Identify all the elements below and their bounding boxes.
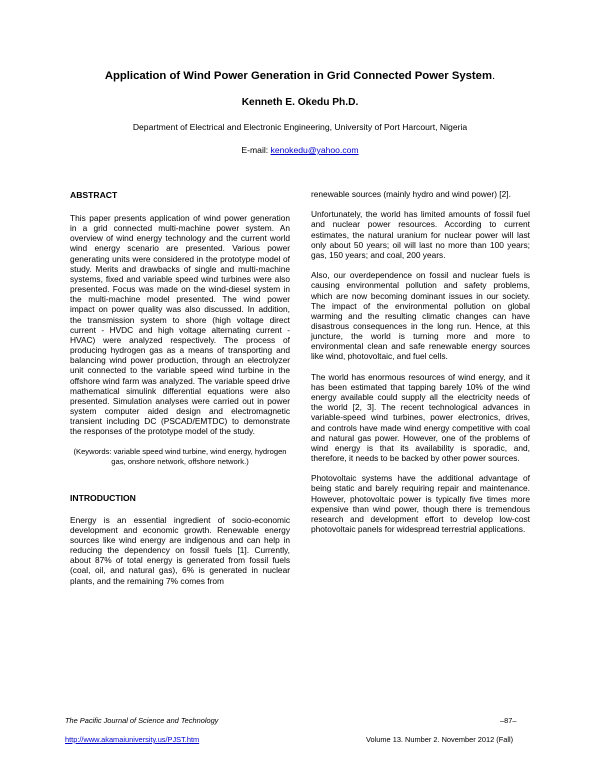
author-name: Kenneth E. Okedu Ph.D.	[241, 97, 359, 108]
abstract-heading: ABSTRACT	[70, 190, 118, 200]
paper-title-text: Application of Wind Power Generation in Grid Connected Power System	[104, 70, 493, 82]
author-affiliation: Department of Electrical and Electronic Engineering, University of Port Harcourt, Nigeria	[132, 122, 468, 132]
introduction-paragraph: Energy is an essential ingredient of socio-economic development and economic growth. Renewable energy sources like wind energy are indigenous and can help in reducing the dependency on fossil fuels [1]. Currently, about 87% of total energy is generated from fossil fuels (coal, oil, and natural gas), 6% is generated in nuclear plants, and the remaining 7% comes from	[70, 514, 290, 586]
body-paragraph-2: Unfortunately, the world has limited amounts of fossil fuel and nuclear power resources. According to current estimates, the natural uranium for nuclear power will last only about 50 years; oil will last no more than 100 years; gas, 150 years; and coal, 200 years.	[311, 209, 530, 260]
body-paragraph-5: Photovoltaic systems have the additional advantage of being static and barely requiring repair and maintenance. However, photovoltaic power is typically five times more expensive than wind power, though there is tremendous research and development effort to develop low-cost photovoltaic panels for widespread terrestrial applications.	[311, 473, 530, 535]
keywords: (Keywords: variable speed wind turbine, wind energy, hydrogen gas, onshore network, offshore network.)	[73, 447, 287, 467]
left-column	[70, 190, 290, 596]
footer-url	[65, 735, 199, 744]
paper-title	[0, 70, 600, 82]
abstract-paragraph: This paper presents application of wind power generation in a grid connected multi-machine power system. An overview of wind energy technology and the current world wind energy scenario are presented. Various power generating units were considered in the prototype model of study. Merits and drawbacks of single and multi-machine systems, fixed and variable speed wind turbines were also presented. Focus was made on the wind-diesel system in the multi-machine model presented. The wind power impact on power quality was also discussed. In addition, the transmission system to shore (high voltage direct current - HVDC and high voltage alternating current - HVAC) were analyzed respectively. The process of producing hydrogen gas as a means of transporting and balancing wind power production, through an electrolyzer unit connected to the variable speed wind turbine in the offshore wind farm was analyzed. The variable speed drive mathematical simulink differential equations were also presented. Simulation analyses were carried out in power system computer aided design and electromagnetic transient including DC (PSCAD/EMTDC) to demonstrate the responses of the prototype model of the study.	[70, 213, 290, 437]
footer-volume: Volume 13. Number 2. November 2012 (Fall)	[366, 735, 514, 744]
email-label: E-mail:	[241, 145, 271, 155]
paper-title-period: .	[492, 70, 496, 82]
body-paragraph-1: renewable sources (mainly hydro and wind power) [2].	[311, 189, 511, 199]
footer-journal-name: The Pacific Journal of Science and Technology	[65, 716, 219, 725]
body-paragraph-4: The world has enormous resources of wind energy, and it has been estimated that tapping barely 10% of the wind energy available could supply all the electricity needs of the world [2, 3]. The recent technological advances in variable-speed wind turbines, power electronics, drives, and controls have made wind energy competitive with coal and natural gas power. However, one of the problems of wind energy is that its availability is sporadic, and, therefore, it needs to be backed by other power sources.	[311, 371, 530, 464]
right-column	[311, 189, 530, 544]
footer-url-link[interactable]: http://www.akamaiuniversity.us/PJST.htm	[65, 735, 200, 744]
email-link[interactable]: kenokedu@yahoo.com	[270, 145, 359, 155]
author-email-line	[0, 145, 600, 155]
body-paragraph-3: Also, our overdependence on fossil and nuclear fuels is causing environmental pollution and safety problems, which are now becoming dominant issues in our society. The impact of the environmental pollution on global warming and the resulting climatic changes can have disastrous consequences in the long run. Hence, at this juncture, the world is turning more and more to environmental clean and safe renewable energy sources like wind, photovoltaic, and fuel cells.	[311, 270, 530, 362]
introduction-heading: INTRODUCTION	[70, 492, 136, 503]
footer-page-number: –87–	[500, 716, 517, 725]
